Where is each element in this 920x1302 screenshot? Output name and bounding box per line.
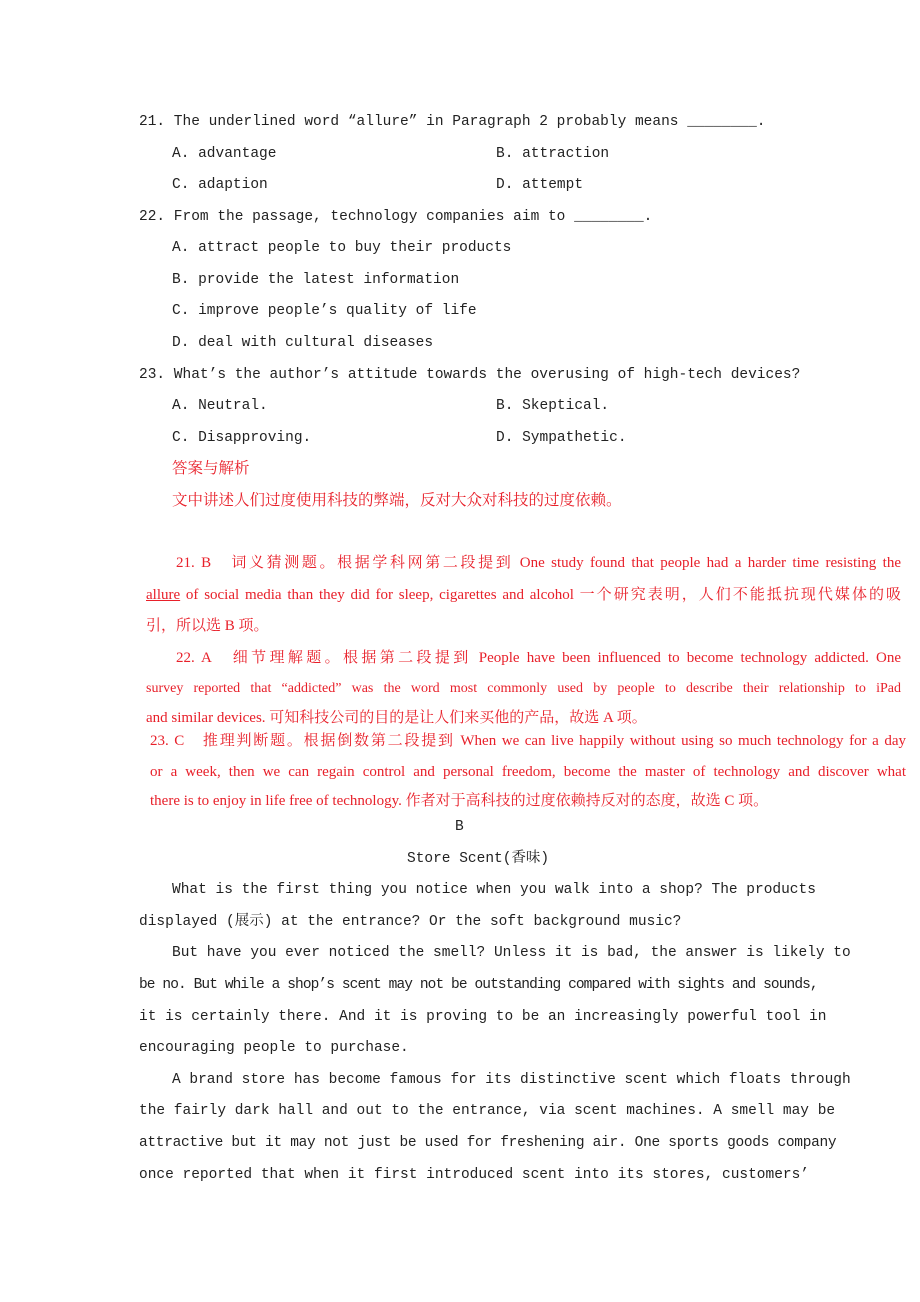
question-21-stem: 21. The underlined word “allure” in Paragraph 2 probably means ________. <box>139 114 766 130</box>
passage-title: Store Scent(香味) <box>407 851 550 867</box>
q21-option-b: B. attraction <box>496 146 610 162</box>
question-23-stem: 23. What’s the author’s attitude towards the overusing of high-tech devices? <box>139 367 801 383</box>
explanation-23-line2: or a week, then we can regain control and personal freedom, become the master of technology and discover what <box>150 764 906 780</box>
passage-line: But have you ever noticed the smell? Unless it is bad, the answer is likely to <box>172 945 851 961</box>
explanation-22-line3: and similar devices. 可知科技公司的目的是让人们来买他的产品，故选 A 项。 <box>146 710 647 726</box>
answer-heading: 答案与解析 <box>172 460 250 477</box>
passage-line: be no. But while a shop’s scent may not be outstanding compared with sights and sounds, <box>139 977 818 993</box>
q23-option-c: C. Disapproving. <box>172 430 312 446</box>
passage-line: A brand store has become famous for its distinctive scent which floats through <box>172 1072 851 1088</box>
explanation-22-line1: 22. A 细节理解题。根据第二段提到 People have been influenced to become technology addicted. One <box>176 650 901 666</box>
underlined-word: allure <box>146 587 181 603</box>
q23-option-d: D. Sympathetic. <box>496 430 627 446</box>
explanation-21-line2-text: of social media than they did for sleep, cigarettes and alcohol 一个研究表明，人们不能抵抗现代媒体的吸 <box>180 587 901 603</box>
q22-option-d: D. deal with cultural diseases <box>172 335 434 351</box>
passage-line: What is the first thing you notice when you walk into a shop? The products <box>172 882 816 898</box>
passage-line: the fairly dark hall and out to the entrance, via scent machines. A smell may be <box>139 1103 836 1119</box>
explanation-23-line1: 23. C 推理判断题。根据倒数第二段提到 When we can live happily without using so much technology for a day <box>150 733 906 749</box>
section-label: B <box>455 819 464 835</box>
question-22-stem: 22. From the passage, technology companies aim to ________. <box>139 209 653 225</box>
q21-option-c: C. adaption <box>172 177 268 193</box>
explanation-23-line3: there is to enjoy in life free of technology. 作者对于高科技的过度依赖持反对的态度，故选 C 项。 <box>150 793 769 809</box>
q23-option-a: A. Neutral. <box>172 398 268 414</box>
q21-option-a: A. advantage <box>172 146 277 162</box>
passage-line: once reported that when it first introduced scent into its stores, customers’ <box>139 1167 810 1183</box>
answer-summary: 文中讲述人们过度使用科技的弊端，反对大众对科技的过度依赖。 <box>172 492 622 509</box>
passage-line: displayed (展示) at the entrance? Or the soft background music? <box>139 914 682 930</box>
q22-option-b: B. provide the latest information <box>172 272 460 288</box>
q22-option-c: C. improve people’s quality of life <box>172 303 477 319</box>
q22-option-a: A. attract people to buy their products <box>172 240 512 256</box>
passage-line: encouraging people to purchase. <box>139 1040 409 1056</box>
explanation-22-line2: survey reported that “addicted” was the word most commonly used by people to describe their relationship to iPad <box>146 681 901 696</box>
explanation-21-line2 <box>146 585 901 605</box>
explanation-21-line3: 引，所以选 B 项。 <box>146 618 269 634</box>
q23-option-b: B. Skeptical. <box>496 398 610 414</box>
passage-line: it is certainly there. And it is proving to be an increasingly powerful tool in <box>139 1009 827 1025</box>
passage-line: attractive but it may not just be used for freshening air. One sports goods company <box>139 1135 837 1151</box>
q21-option-d: D. attempt <box>496 177 584 193</box>
explanation-21-line1: 21. B 词义猜测题。根据学科网第二段提到 One study found that people had a harder time resisting the <box>176 555 901 571</box>
